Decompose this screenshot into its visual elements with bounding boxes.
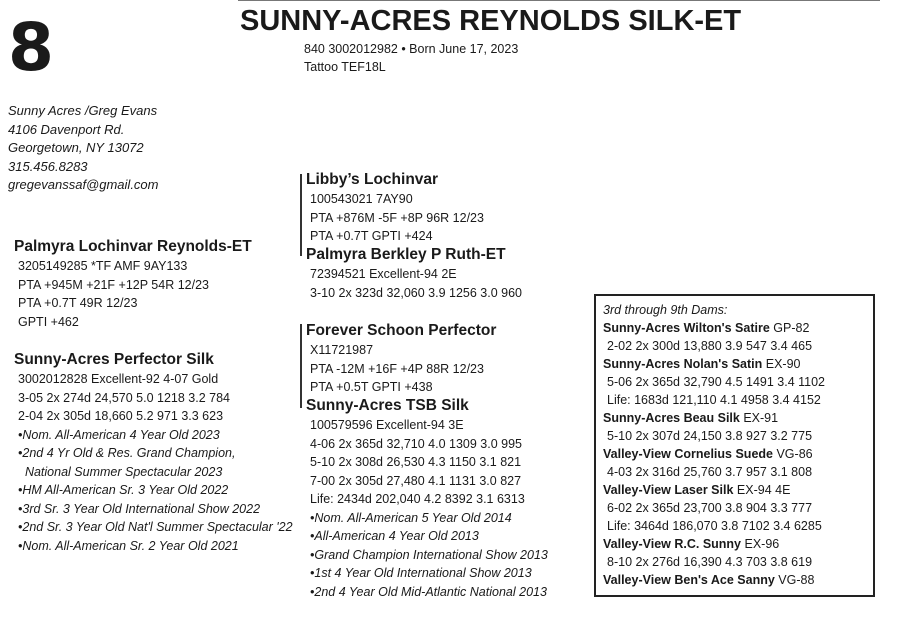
tattoo-line: Tattoo TEF18L [304,60,386,74]
sire-dam-line: 72394521 Excellent-94 2E [310,267,457,281]
dam-dam-line: 100579596 Excellent-94 3E [310,418,464,432]
dam-line: 2-04 2x 305d 18,660 5.2 971 3.3 623 [18,409,224,423]
dam-entry-record: 5-10 2x 307d 24,150 3.8 927 3.2 775 [607,429,813,443]
sire-sire-line: PTA +0.7T GPTI +424 [310,229,433,243]
dam-sire-line: PTA -12M +16F +4P 88R 12/23 [310,361,484,376]
dam-dam-honor: •1st 4 Year Old International Show 2013 [310,566,532,580]
dam-entry-record: 5-06 2x 365d 32,790 4.5 1491 3.4 1102 [607,375,826,389]
dam-entry-name: Valley-View Laser Silk [603,483,734,497]
dam-sire-block [306,321,496,397]
lot-number: 8 [8,9,53,86]
dam-entry-record: Life: 3464d 186,070 3.8 7102 3.4 6285 [607,519,822,533]
dam-honor: National Summer Spectacular 2023 [18,464,223,479]
sire-line: 3205149285 *TF AMF 9AY133 [18,259,188,273]
dam-entry [603,355,866,373]
dam-dam-line: 5-10 2x 308d 26,530 4.3 1150 3.1 821 [310,455,522,469]
sire-sire-line: 100543021 7AY90 [310,192,413,206]
sire-sire-name: Libby’s Lochinvar [306,171,439,188]
dam-dam-block [306,396,548,601]
dam-honor: •2nd 4 Yr Old & Res. Grand Champion, [18,446,236,460]
sire-sire-line: PTA +876M -5F +8P 96R 12/23 [310,210,484,225]
dam-entry [603,481,866,499]
id-birth-line: 840 3002012982 • Born June 17, 2023 [304,42,519,56]
dam-sire-name: Forever Schoon Perfector [306,322,497,339]
registration-info [304,40,518,76]
dam-entry-score: EX-94 4E [736,483,791,497]
dam-bracket [300,324,302,408]
sire-dam-block [306,245,522,302]
owner-city: Georgetown, NY 13072 [8,140,144,155]
sire-sire-block [306,170,484,246]
dam-entry-name: Valley-View R.C. Sunny [603,537,742,551]
owner-name: Sunny Acres /Greg Evans [8,103,158,118]
dam-entry-record: 6-02 2x 365d 23,700 3.8 904 3.3 777 [607,501,813,515]
dam-entry-name: Sunny-Acres Nolan's Satin [603,357,763,371]
sire-line: PTA +945M +21F +12P 54R 12/23 [18,277,209,292]
dam-entry-score: VG-88 [778,573,815,587]
dam-block [14,350,293,555]
dam-honor: •3rd Sr. 3 Year Old International Show 2022 [18,501,261,516]
dam-line: 3-05 2x 274d 24,570 5.0 1218 3.2 784 [18,390,230,405]
dam-entry-name: Sunny-Acres Beau Silk [603,411,740,425]
dam-entry [603,535,866,553]
dam-entry-score: VG-86 [776,447,813,461]
dam-entry-score: EX-91 [743,411,779,425]
dam-line: 3002012828 Excellent-92 4-07 Gold [18,372,219,386]
sire-bracket [300,174,302,256]
sire-line: GPTI +462 [18,314,79,329]
dam-entry-name: Sunny-Acres Wilton's Satire [603,321,770,335]
dam-entry [603,571,866,589]
dam-dam-line: 7-00 2x 305d 27,480 4.1 1131 3.0 827 [310,473,522,488]
owner-address: 4106 Davenport Rd. [8,121,125,137]
header-rule [238,0,880,1]
sire-line: PTA +0.7T 49R 12/23 [18,296,138,310]
dams-box [594,294,875,597]
dam-entry-record: 4-03 2x 316d 25,760 3.7 957 3.1 808 [607,465,813,479]
owner-contact [8,102,158,195]
dam-entry-score: EX-96 [744,537,780,551]
owner-phone: 315.456.8283 [8,158,88,174]
dam-sire-line: X11721987 [310,343,374,357]
dam-name: Sunny-Acres Perfector Silk [14,351,214,368]
sire-dam-line: 3-10 2x 323d 32,060 3.9 1256 3.0 960 [310,285,522,300]
dam-sire-line: PTA +0.5T GPTI +438 [310,380,433,394]
dam-entry-name: Valley-View Cornelius Suede [603,447,773,461]
dam-entry [603,319,866,337]
dam-entry-score: GP-82 [773,321,810,335]
dam-entry [603,409,866,427]
dam-honor: •Nom. All-American 4 Year Old 2023 [18,427,220,442]
sire-name: Palmyra Lochinvar Reynolds-ET [14,238,252,255]
dam-dam-honor: •Grand Champion International Show 2013 [310,547,548,562]
dam-dam-line: Life: 2434d 202,040 4.2 8392 3.1 6313 [310,492,525,506]
dams-box-heading: 3rd through 9th Dams: [603,303,728,317]
dam-entry-record: 2-02 2x 300d 13,880 3.9 547 3.4 465 [607,339,813,353]
dam-honor: •Nom. All-American Sr. 2 Year Old 2021 [18,538,239,553]
dam-honor: •2nd Sr. 3 Year Old Nat'l Summer Spectacular '22 [18,520,293,534]
dam-entry-score: EX-90 [765,357,801,371]
sire-block [14,237,252,331]
dam-dam-honor: •2nd 4 Year Old Mid-Atlantic National 2013 [310,584,547,599]
dam-dam-honor: •Nom. All-American 5 Year Old 2014 [310,510,512,525]
dam-entry-record: 8-10 2x 276d 16,390 4.3 703 3.8 619 [607,555,813,569]
dam-entry-record: Life: 1683d 121,110 4.1 4958 3.4 4152 [607,393,821,407]
dam-honor: •HM All-American Sr. 3 Year Old 2022 [18,483,229,497]
dam-entry [603,445,866,463]
dam-dam-line: 4-06 2x 365d 32,710 4.0 1309 3.0 995 [310,436,522,451]
dam-dam-name: Sunny-Acres TSB Silk [306,397,469,414]
dam-dam-honor: •All-American 4 Year Old 2013 [310,529,479,543]
owner-email: gregevanssaf@gmail.com [8,177,159,192]
sire-dam-name: Palmyra Berkley P Ruth-ET [306,246,506,263]
dam-entry-name: Valley-View Ben's Ace Sanny [603,573,775,587]
animal-title: SUNNY-ACRES REYNOLDS SILK-ET [240,5,742,37]
